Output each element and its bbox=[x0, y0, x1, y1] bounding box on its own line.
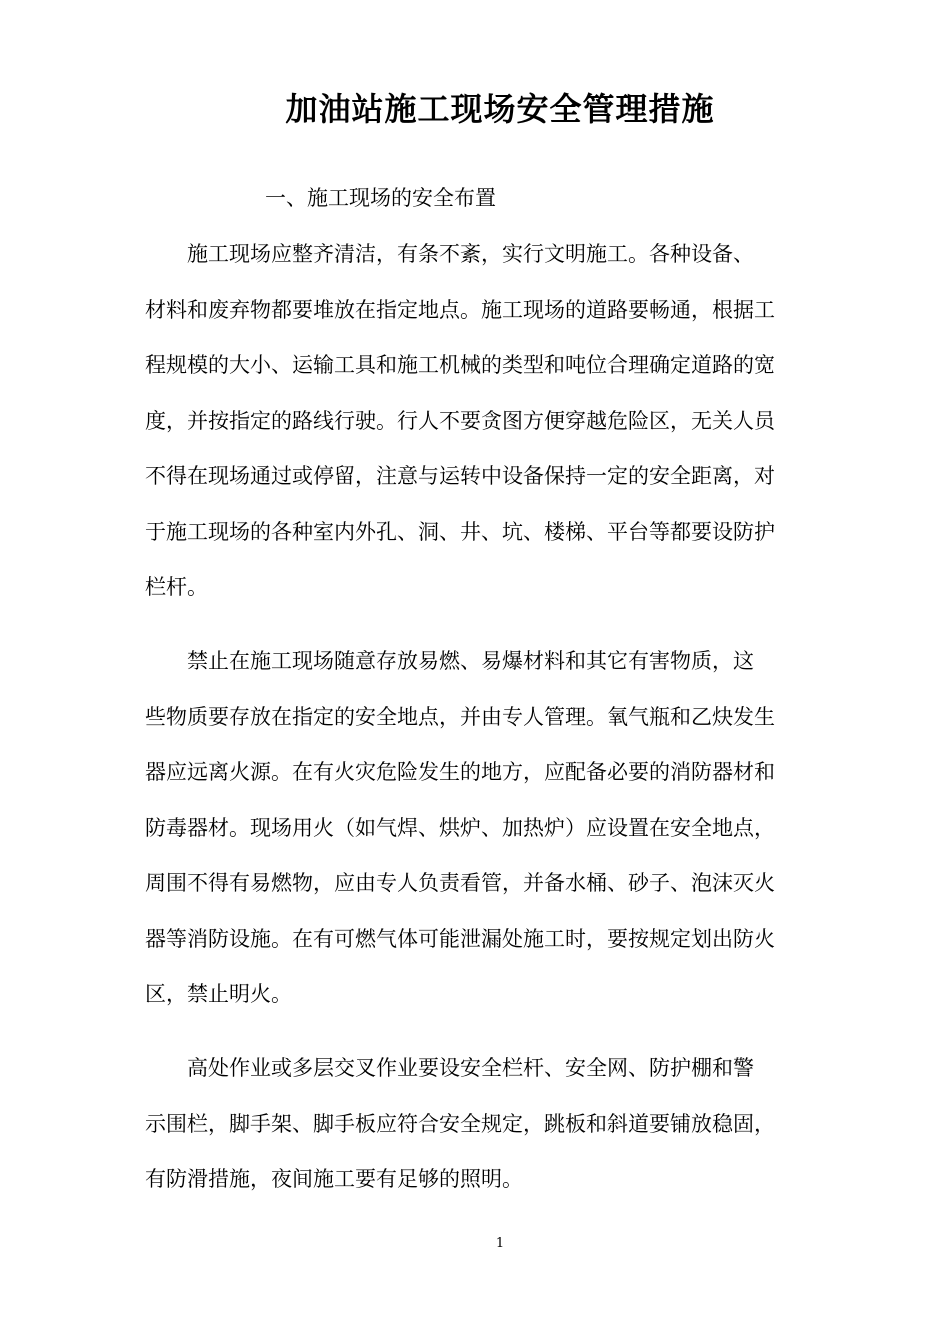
paragraph-line: 施工现场应整齐清洁，有条不紊，实行文明施工。各种设备、 bbox=[145, 242, 754, 266]
paragraph-line: 度，并按指定的路线行驶。行人不要贪图方便穿越危险区，无关人员 bbox=[145, 408, 775, 433]
paragraph-line: 程规模的大小、运输工具和施工机械的类型和吨位合理确定道路的宽 bbox=[145, 353, 775, 377]
paragraph-2 bbox=[145, 634, 835, 1023]
paragraph-line: 不得在现场通过或停留，注意与运转中设备保持一定的安全距离，对 bbox=[145, 464, 775, 488]
paragraph-line: 栏杆。 bbox=[145, 575, 208, 599]
paragraph-line: 示围栏，脚手架、脚手板应符合安全规定，跳板和斜道要铺放稳固， bbox=[145, 1111, 775, 1136]
paragraph-line: 器等消防设施。在有可燃气体可能泄漏处施工时，要按规定划出防火 bbox=[145, 926, 775, 951]
paragraph-line: 周围不得有易燃物，应由专人负责看管，并备水桶、砂子、泡沫灭火 bbox=[145, 871, 775, 895]
paragraph-line: 于施工现场的各种室内外孔、洞、井、坑、楼梯、平台等都要设防护 bbox=[145, 519, 775, 544]
paragraph-line: 防毒器材。现场用火（如气焊、烘炉、加热炉）应设置在安全地点， bbox=[145, 815, 775, 840]
paragraph-line: 有防滑措施，夜间施工要有足够的照明。 bbox=[145, 1167, 523, 1191]
paragraph-line: 些物质要存放在指定的安全地点，并由专人管理。氧气瓶和乙炔发生 bbox=[145, 704, 775, 729]
paragraph-line: 区，禁止明火。 bbox=[145, 982, 292, 1006]
document-title: 加油站施工现场安全管理措施 bbox=[285, 90, 715, 128]
page-number: 1 bbox=[495, 1236, 505, 1251]
paragraph-line: 禁止在施工现场随意存放易燃、易爆材料和其它有害物质，这 bbox=[145, 649, 754, 673]
paragraph-1 bbox=[145, 227, 835, 616]
paragraph-line: 器应远离火源。在有火灾危险发生的地方，应配备必要的消防器材和 bbox=[145, 760, 775, 784]
paragraph-3 bbox=[145, 1041, 835, 1208]
paragraph-line: 高处作业或多层交叉作业要设安全栏杆、安全网、防护棚和警 bbox=[145, 1056, 754, 1080]
paragraph-line: 材料和废弃物都要堆放在指定地点。施工现场的道路要畅通，根据工 bbox=[145, 297, 775, 322]
section-heading: 一、施工现场的安全布置 bbox=[265, 186, 496, 210]
